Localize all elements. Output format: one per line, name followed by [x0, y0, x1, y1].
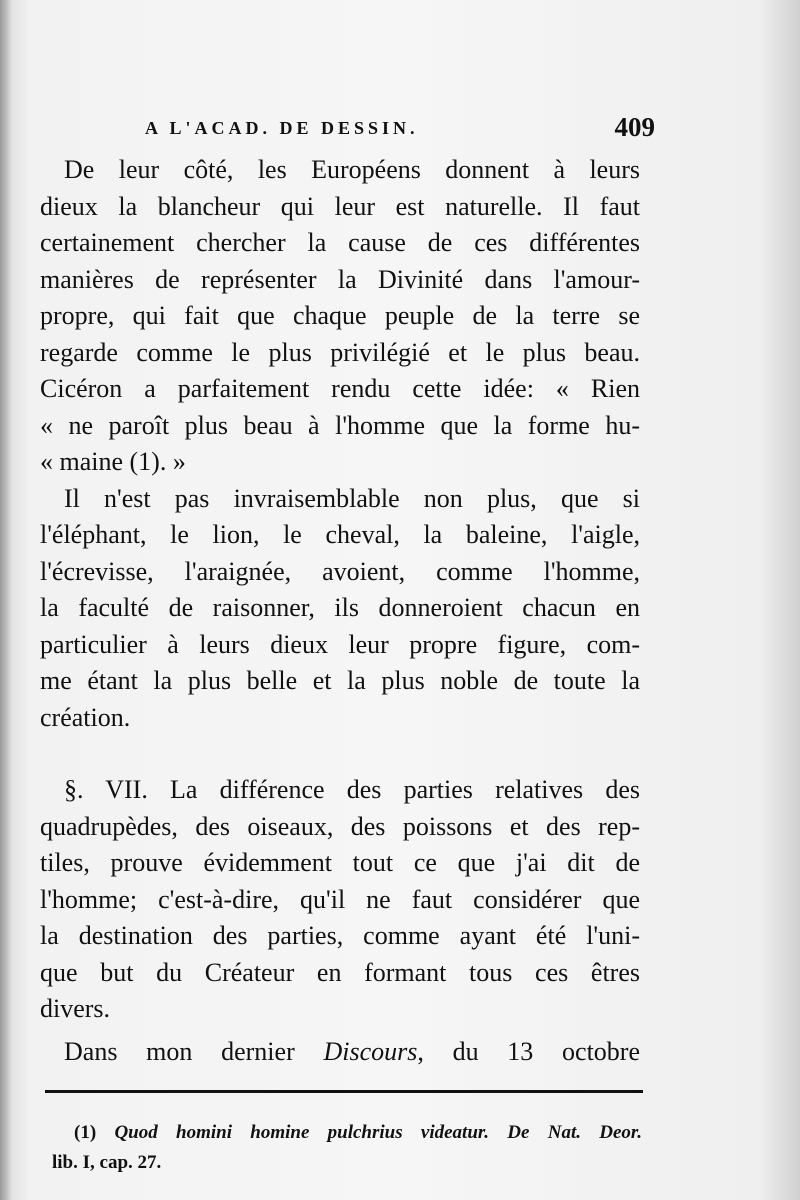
text-line: quadrupèdes, des oiseaux, des poissons et des rep- — [40, 811, 640, 841]
section-heading-line: §. VII. La différence des parties relatives des — [64, 775, 640, 804]
italic-title: Discours — [323, 1036, 418, 1066]
text-line: certainement chercher la cause de ces différentes — [40, 228, 640, 257]
text-span: Dans mon dernier — [64, 1036, 324, 1066]
text-line: divers. — [40, 994, 111, 1023]
text-line — [40, 1034, 640, 1071]
text-line: l'écrevisse, l'araignée, avoient, comme l'homme, — [40, 556, 640, 586]
text-line: que but du Créateur en formant tous ces êtres — [40, 957, 640, 987]
text-line: Cicéron a parfaitement rendu cette idée: « Rien — [40, 374, 640, 403]
section-gap — [40, 736, 640, 772]
body-text — [40, 152, 640, 1070]
text-line: la faculté de raisonner, ils donneroient chacun en — [40, 593, 640, 622]
text-line: création. — [40, 702, 131, 732]
text-line: l'homme; c'est-à-dire, qu'il ne faut considérer que — [40, 884, 640, 914]
footnote-line — [52, 1118, 642, 1148]
footnote-source: De Nat. Deor. — [507, 1122, 643, 1143]
text-line: dieux la blancheur qui leur est naturelle. Il faut — [40, 191, 640, 221]
text-line: l'éléphant, le lion, le cheval, la baleine, l'aigle, — [40, 520, 640, 549]
text-line: manières de représenter la Divinité dans l'amour- — [40, 264, 640, 294]
running-title: A L'ACAD. DE DESSIN. — [145, 118, 419, 138]
text-line: me étant la plus belle et la plus noble de toute la — [40, 666, 640, 695]
text-line: Il n'est pas invraisemblable non plus, que si — [64, 483, 640, 513]
text-line: regarde comme le plus privilégié et le plus beau. — [40, 337, 640, 367]
text-line: propre, qui fait que chaque peuple de la terre se — [40, 301, 640, 330]
text-line: De leur côté, les Européens donnent à leurs — [64, 155, 640, 184]
footnote-line: lib. I, cap. 27. — [52, 1152, 162, 1173]
page-number: 409 — [614, 112, 655, 142]
running-head — [145, 112, 655, 152]
footnote-marker: (1) — [74, 1122, 97, 1143]
page-gutter-shadow — [0, 0, 12, 1200]
text-line: « maine (1). » — [40, 447, 186, 476]
text-span: , du 13 octobre — [417, 1036, 640, 1066]
text-line: « ne paroît plus beau à l'homme que la forme hu- — [40, 410, 640, 440]
text-line: particulier à leurs dieux leur propre figure, com- — [40, 629, 640, 659]
footnote — [52, 1118, 642, 1178]
text-line: tiles, prouve évidemment tout ce que j'ai dit de — [40, 848, 640, 877]
footnote-rule — [45, 1090, 643, 1093]
text-line: la destination des parties, comme ayant été l'uni- — [40, 921, 640, 950]
footnote-quote: Quod homini homine pulchrius videatur. — [114, 1122, 490, 1143]
